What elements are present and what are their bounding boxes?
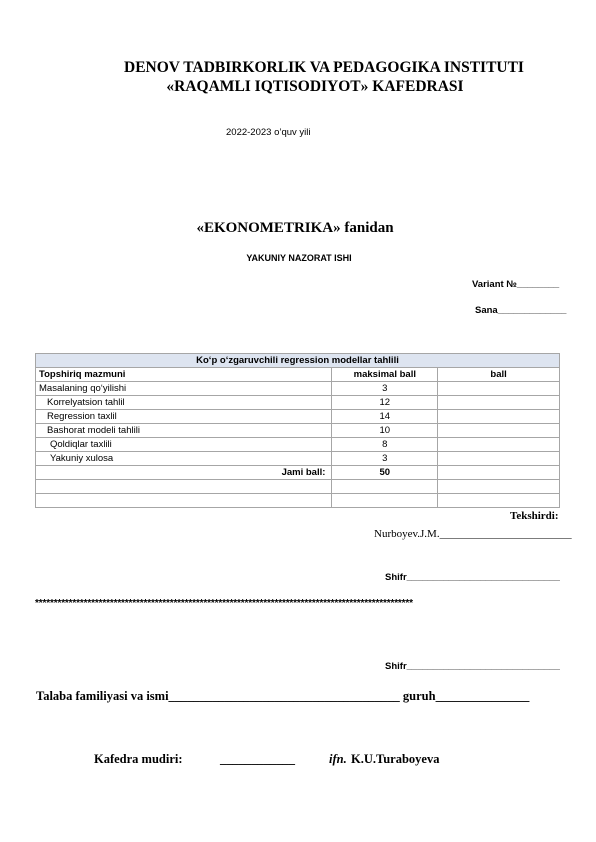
task-cell: Qoldiqlar taxlili bbox=[36, 438, 332, 452]
total-value: 50 bbox=[332, 466, 438, 480]
empty-row bbox=[36, 480, 560, 494]
tasks-table bbox=[35, 353, 560, 508]
task-cell: Masalaning qo‘yilishi bbox=[36, 382, 332, 396]
variant-field: Variant №________ bbox=[472, 279, 560, 290]
table-header-row bbox=[36, 368, 560, 382]
head-sign-line: ____________ bbox=[220, 752, 295, 766]
empty-cell bbox=[332, 480, 438, 494]
empty-cell bbox=[438, 494, 560, 508]
date-field: Sana_____________ bbox=[475, 305, 567, 316]
empty-row bbox=[36, 494, 560, 508]
empty-cell bbox=[36, 494, 332, 508]
institute-name: DENOV TADBIRKORLIK VA PEDAGOGIKA INSTITUTI bbox=[124, 59, 524, 76]
column-header-max: maksimal ball bbox=[332, 368, 438, 382]
checked-label: Tekshirdi: bbox=[510, 510, 559, 522]
table-row bbox=[36, 424, 560, 438]
table-row bbox=[36, 396, 560, 410]
subject-title: «EKONOMETRIKA» fanidan bbox=[196, 220, 394, 236]
max-cell: 12 bbox=[332, 396, 438, 410]
table-row bbox=[36, 382, 560, 396]
max-cell: 3 bbox=[332, 382, 438, 396]
task-cell: Bashorat modeli tahlili bbox=[36, 424, 332, 438]
checker-name: Nurboyev.J.M.________________________ bbox=[374, 528, 572, 540]
head-name: K.U.Turaboyeva bbox=[351, 752, 440, 766]
table-row bbox=[36, 452, 560, 466]
table-title: Ko‘p o‘zgaruvchili regression modellar tahlili bbox=[36, 354, 560, 368]
score-cell[interactable] bbox=[438, 410, 560, 424]
column-header-task: Topshiriq mazmuni bbox=[36, 368, 332, 382]
empty-cell bbox=[438, 480, 560, 494]
table-row bbox=[36, 438, 560, 452]
max-cell: 14 bbox=[332, 410, 438, 424]
total-score-cell[interactable] bbox=[438, 466, 560, 480]
max-cell: 10 bbox=[332, 424, 438, 438]
total-label: Jami ball: bbox=[36, 466, 332, 480]
column-header-score: ball bbox=[438, 368, 560, 382]
student-name-field: Talaba familiyasi va ismi_____________________________________ guruh_______________ bbox=[36, 689, 530, 703]
score-cell[interactable] bbox=[438, 438, 560, 452]
task-cell: Yakuniy xulosa bbox=[36, 452, 332, 466]
table-row bbox=[36, 410, 560, 424]
empty-cell bbox=[36, 480, 332, 494]
task-cell: Korrelyatsion tahlil bbox=[36, 396, 332, 410]
department-name: «RAQAMLI IQTISODIYOT» KAFEDRASI bbox=[166, 78, 464, 95]
empty-cell bbox=[332, 494, 438, 508]
academic-year: 2022-2023 o’quv yili bbox=[226, 127, 311, 138]
score-cell[interactable] bbox=[438, 382, 560, 396]
cut-separator: ***************************************************************************************************** bbox=[35, 598, 413, 609]
head-ifn: ifn. bbox=[329, 752, 347, 766]
score-cell[interactable] bbox=[438, 452, 560, 466]
score-cell[interactable] bbox=[438, 424, 560, 438]
head-label: Kafedra mudiri: bbox=[94, 752, 183, 766]
max-cell: 3 bbox=[332, 452, 438, 466]
task-cell: Regression taxlil bbox=[36, 410, 332, 424]
table-title-row bbox=[36, 354, 560, 368]
total-row bbox=[36, 466, 560, 480]
max-cell: 8 bbox=[332, 438, 438, 452]
score-cell[interactable] bbox=[438, 396, 560, 410]
cipher-field-2: Shifr_____________________________ bbox=[385, 661, 560, 672]
exam-type: YAKUNIY NAZORAT ISHI bbox=[246, 253, 352, 263]
cipher-field-1: Shifr_____________________________ bbox=[385, 572, 560, 583]
